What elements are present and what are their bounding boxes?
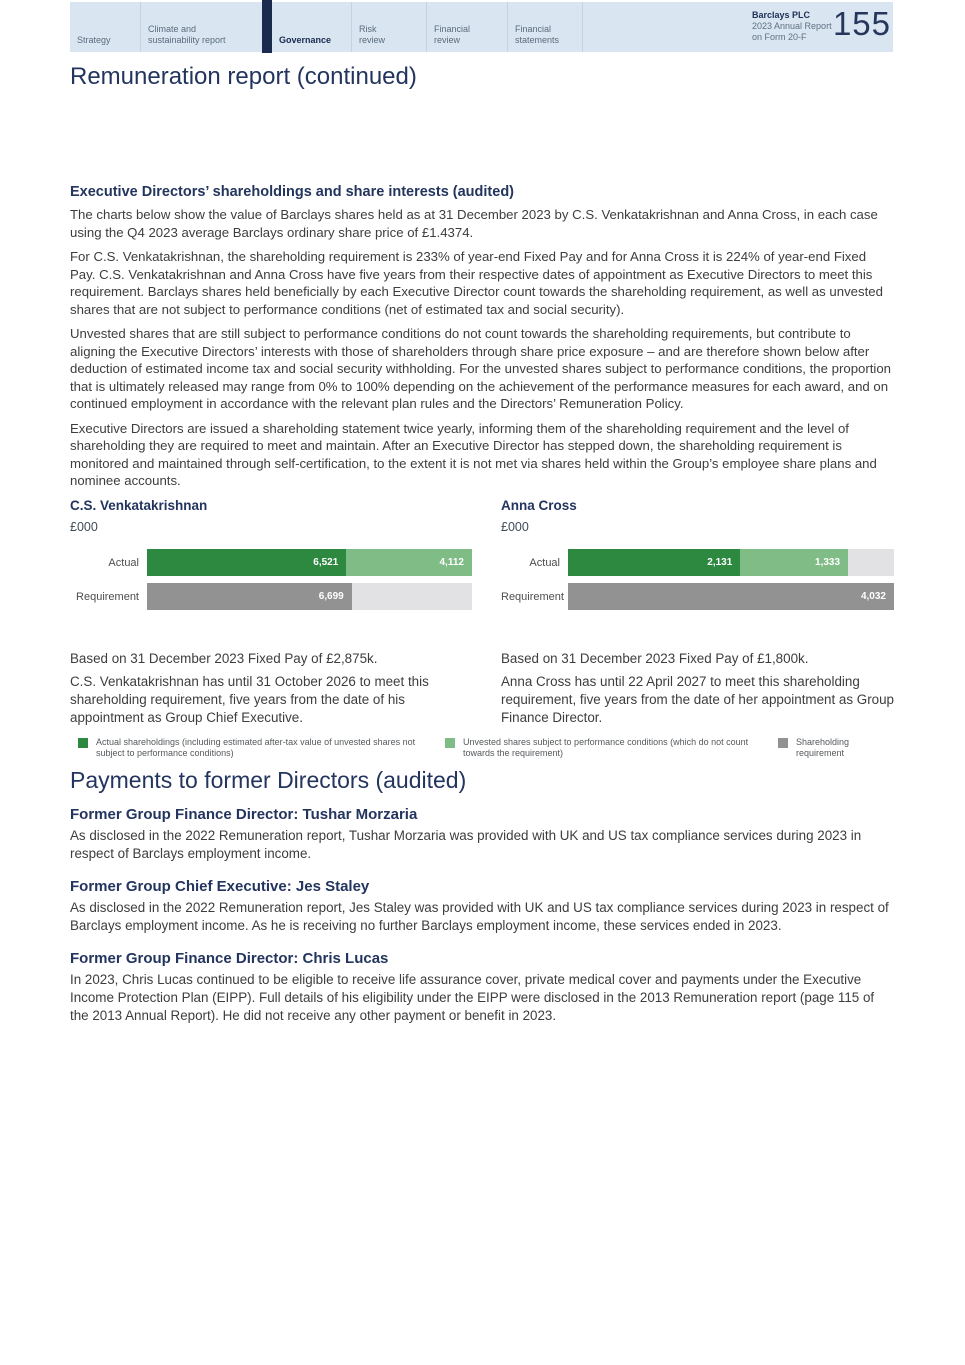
tab-label: Risk review — [359, 24, 386, 45]
legend-item-unvested-shares — [445, 737, 765, 759]
chart-venkatakrishnan — [70, 498, 472, 617]
chart-bar-segment-unvested-shares-subject-to-performance-conditions — [740, 549, 848, 576]
page-title: Remuneration report (continued) — [70, 63, 417, 90]
tab-governance[interactable] — [262, 2, 352, 52]
subsection-body: In 2023, Chris Lucas continued to be eligible to receive life assurance cover, private medical cover and payments under the Executive Income Protection Plan (EIPP). Full details of his eligibility under the EIPP were disclosed in the 2013 Remuneration report (page 115 of the 2013 Annual Report). He did not receive any other payment or benefit in 2023. — [70, 972, 875, 1023]
chart-title: Anna Cross — [501, 498, 577, 513]
brand-company-name: Barclays PLC — [752, 10, 811, 20]
chart-legend — [70, 737, 894, 763]
tab-climate-and-sustainability-report[interactable] — [141, 2, 262, 52]
brand-report-title: 2023 Annual Report — [752, 21, 832, 31]
legend-swatch-gray — [778, 738, 788, 748]
chart-bar-track — [568, 583, 894, 610]
report-brand-block — [752, 10, 832, 43]
legend-label: Actual shareholdings (including estimated after-tax value of unvested shares not subject to performance conditions) — [96, 737, 416, 758]
shareholdings-section — [70, 184, 894, 497]
chart-bar-track — [568, 549, 894, 576]
chart-notes — [70, 650, 894, 727]
shareholding-charts — [70, 498, 894, 617]
chart-row-actual — [70, 549, 472, 576]
payments-section — [70, 767, 894, 1040]
fixed-pay-note: Based on 31 December 2023 Fixed Pay of £2,875k. — [70, 651, 378, 666]
chart-row-requirement — [70, 583, 472, 610]
subsection-title-chris-lucas: Former Group Finance Director: Chris Lucas — [70, 950, 389, 967]
tab-label: Governance — [279, 34, 332, 45]
legend-swatch-light-green — [445, 738, 455, 748]
chart-row-label: Actual — [108, 556, 139, 569]
chart-bar-segment-actual-shareholdings — [147, 549, 346, 576]
section-heading: Executive Directors’ shareholdings and share interests (audited) — [70, 184, 514, 200]
chart-row-requirement — [501, 583, 894, 610]
chart-bar-track — [147, 549, 472, 576]
active-tab-marker — [262, 0, 272, 53]
chart-bar-segment-unvested-shares-subject-to-performance-conditions — [346, 549, 472, 576]
subsection-body: As disclosed in the 2022 Remuneration report, Tushar Morzaria was provided with UK and US tax compliance services during 2023 in respect of Barclays employment income. — [70, 828, 862, 861]
body-paragraph: For C.S. Venkatakrishnan, the shareholding requirement is 233% of year-end Fixed Pay and for Anna Cross it is 224% of year-end Fixed Pay. C.S. Venkatakrishnan and Anna Cross have five years from their respective dates of appointment as Executive Directors to meet this requirement. Barclays shares held beneficially by each Executive Director count towards the shareholding requirement, as well as unvested shares that are not subject to performance conditions (net of estimated tax and social security). — [70, 249, 883, 317]
note-venkatakrishnan — [70, 650, 472, 727]
legend-item-shareholding-requirement — [778, 737, 888, 759]
subsection-body: As disclosed in the 2022 Remuneration report, Jes Staley was provided with UK and US tax compliance services during 2023 in respect of Barclays employment income. As he is receiving no further Barclays employment income, these services ended in 2023. — [70, 900, 889, 933]
chart-row-label: Requirement — [501, 590, 564, 603]
fixed-pay-note: Based on 31 December 2023 Fixed Pay of £1,800k. — [501, 651, 809, 666]
chart-bar-segment-shareholding-requirement — [568, 583, 894, 610]
chart-row-label: Requirement — [76, 590, 139, 603]
tab-risk-review[interactable] — [352, 2, 427, 52]
tab-financial-review[interactable] — [427, 2, 508, 52]
legend-swatch-dark-green — [78, 738, 88, 748]
top-navigation-band — [70, 2, 893, 52]
tab-label: Climate and sustainability report — [148, 24, 226, 45]
chart-bar-value: 6,699 — [318, 591, 344, 602]
legend-item-actual-shareholdings — [78, 737, 418, 759]
subsection-title-tushar-morzaria: Former Group Finance Director: Tushar Morzaria — [70, 806, 418, 823]
body-paragraph: The charts below show the value of Barclays shares held as at 31 December 2023 by C.S. Venkatakrishnan and Anna Cross, in each case using the Q4 2023 average Barclays ordinary share price of £1.4374. — [70, 207, 878, 240]
chart-anna-cross — [501, 498, 894, 617]
chart-unit-label: £000 — [501, 520, 529, 534]
chart-bars — [501, 549, 894, 610]
chart-bar-value: 6,521 — [313, 557, 339, 568]
chart-bar-track — [147, 583, 472, 610]
tab-label: Financial review — [434, 24, 471, 45]
chart-bar-value: 4,032 — [860, 591, 886, 602]
tab-strategy[interactable] — [70, 2, 141, 52]
tab-label: Strategy — [77, 34, 111, 45]
deadline-note: C.S. Venkatakrishnan has until 31 October 2026 to meet this shareholding requirement, five years from the date of his appointment as Group Chief Executive. — [70, 674, 429, 725]
chart-row-actual — [501, 549, 894, 576]
page-number: 155 — [832, 5, 891, 42]
brand-report-subtitle: on Form 20-F — [752, 32, 807, 42]
deadline-note: Anna Cross has until 22 April 2027 to meet this shareholding requirement, five years from the date of her appointment as Group Finance Director. — [501, 674, 894, 725]
body-paragraph: Unvested shares that are still subject to performance conditions do not count towards the shareholding requirements, but contribute to aligning the Executive Directors’ interests with those of shareholders through share price exposure – and are therefore shown below after deduction of estimated income tax and social security withholding. For the unvested shares subject to performance conditions, the proportion that is ultimately released may range from 0% to 100% depending on the achievement of the performance measures for each award, and on continued employment in accordance with the relevant plan rules and the Directors’ Remuneration Policy. — [70, 326, 892, 411]
chart-row-label: Actual — [529, 556, 560, 569]
chart-bar-value: 2,131 — [707, 557, 733, 568]
tab-financial-statements[interactable] — [508, 2, 583, 52]
note-anna-cross — [501, 650, 894, 727]
tab-label: Financial statements — [515, 24, 560, 45]
subsection-title-jes-staley: Former Group Chief Executive: Jes Staley — [70, 878, 370, 895]
chart-bar-value: 1,333 — [815, 557, 841, 568]
payments-heading: Payments to former Directors (audited) — [70, 767, 467, 793]
body-paragraph: Executive Directors are issued a shareholding statement twice yearly, informing them of the shareholding requirement and the level of shareholding they are required to meet and maintain. After an Executive Director has stepped down, the shareholding requirement is monitored and maintained through self-certification, to the extent it is not met via shares held within the Group’s employee share plans and nominee accounts. — [70, 420, 877, 488]
chart-bar-segment-actual-shareholdings — [568, 549, 740, 576]
chart-title: C.S. Venkatakrishnan — [70, 498, 208, 513]
chart-bars — [70, 549, 472, 610]
chart-bar-value: 4,112 — [439, 557, 464, 568]
chart-unit-label: £000 — [70, 520, 98, 534]
chart-bar-segment-shareholding-requirement — [147, 583, 352, 610]
legend-label: Shareholding requirement — [796, 737, 850, 758]
legend-label: Unvested shares subject to performance conditions (which do not count towards the requirement) — [463, 737, 749, 758]
